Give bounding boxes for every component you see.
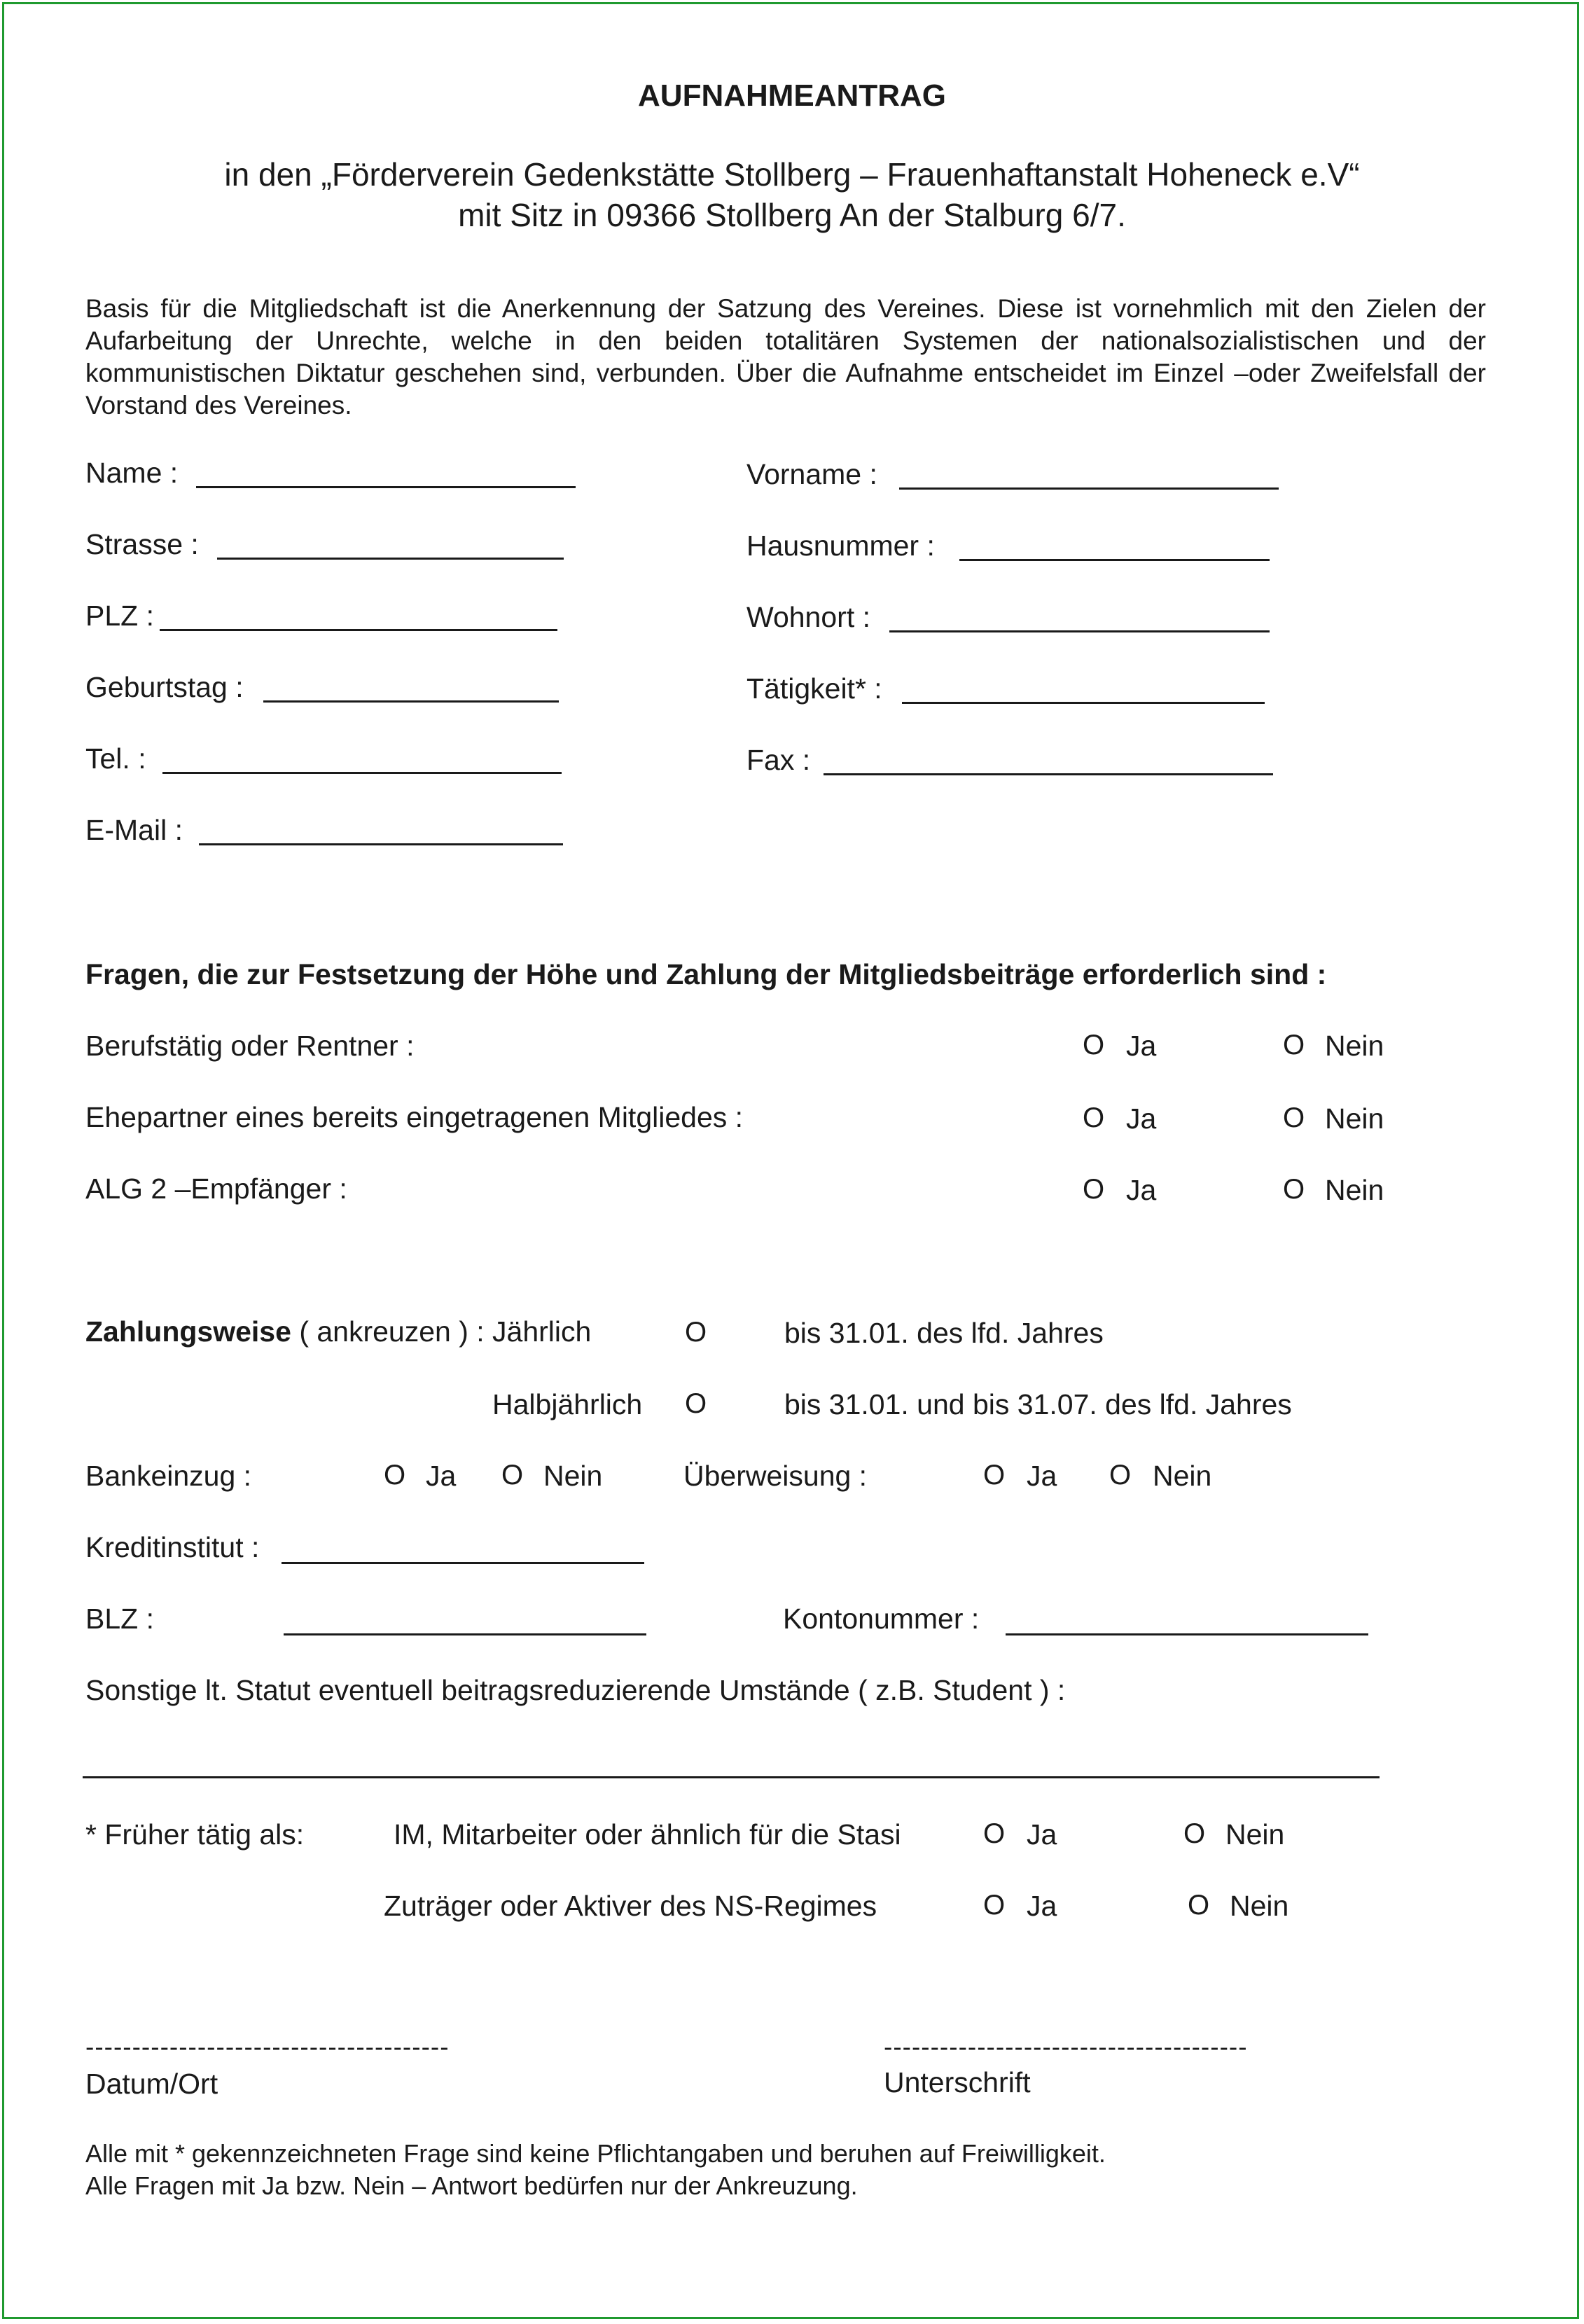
earlier-q1-ja-label: Ja: [1027, 1818, 1057, 1851]
fees-q3-ja-label: Ja: [1126, 1174, 1157, 1206]
fees-q1-nein-label: Nein: [1325, 1030, 1384, 1062]
taetigkeit-label: Tätigkeit* :: [746, 672, 882, 705]
yearly-text: bis 31.01. des lfd. Jahres: [784, 1317, 1104, 1349]
form-title: AUFNAHMEANTRAG: [638, 78, 946, 113]
blz-label: BLZ :: [85, 1603, 154, 1635]
bankeinzug-label: Bankeinzug :: [85, 1460, 252, 1492]
ueberweisung-nein-label: Nein: [1153, 1460, 1212, 1492]
sonstige-label: Sonstige lt. Statut eventuell beitragsreduzierende Umstände ( z.B. Student ) :: [85, 1674, 1066, 1706]
payment-label-rest: ( ankreuzen ) : Jährlich: [291, 1315, 592, 1348]
geburtstag-label: Geburtstag :: [85, 671, 244, 703]
fees-q3-nein-radio[interactable]: O: [1283, 1174, 1305, 1205]
name-field[interactable]: [196, 486, 576, 488]
geburtstag-field[interactable]: [263, 700, 559, 703]
subtitle-line-2: mit Sitz in 09366 Stollberg An der Stalburg 6/7.: [458, 197, 1126, 233]
fees-q3-label: ALG 2 –Empfänger :: [85, 1173, 347, 1205]
blz-field[interactable]: [284, 1633, 646, 1635]
footer-note-1: Alle mit * gekennzeichneten Frage sind keine Pflichtangaben und beruhen auf Freiwilligkeit.: [85, 2139, 1106, 2168]
earlier-q2-nein-label: Nein: [1230, 1890, 1289, 1922]
bankeinzug-ja-label: Ja: [426, 1460, 457, 1492]
kreditinstitut-field[interactable]: [282, 1562, 644, 1564]
footer-note-2: Alle Fragen mit Ja bzw. Nein – Antwort bedürfen nur der Ankreuzung.: [85, 2171, 858, 2200]
earlier-q1-label: IM, Mitarbeiter oder ähnlich für die Stasi: [394, 1818, 901, 1851]
subtitle-line-1: in den „Förderverein Gedenkstätte Stollberg – Frauenhaftanstalt Hoheneck e.V“: [224, 156, 1360, 193]
fax-field[interactable]: [824, 773, 1273, 775]
halfyear-radio[interactable]: O: [685, 1388, 707, 1419]
earlier-label: * Früher tätig als:: [85, 1818, 305, 1851]
email-field[interactable]: [199, 843, 563, 845]
earlier-q2-ja-radio[interactable]: O: [983, 1890, 1006, 1921]
hausnummer-label: Hausnummer :: [746, 530, 935, 562]
sonstige-field[interactable]: [83, 1776, 1380, 1778]
earlier-q2-label: Zuträger oder Aktiver des NS-Regimes: [384, 1890, 877, 1922]
email-label: E-Mail :: [85, 814, 183, 846]
earlier-q1-nein-label: Nein: [1225, 1818, 1285, 1851]
fees-q2-ja-label: Ja: [1126, 1102, 1157, 1135]
fees-q1-label: Berufstätig oder Rentner :: [85, 1030, 415, 1062]
earlier-q2-ja-label: Ja: [1027, 1890, 1057, 1922]
earlier-q2-nein-radio[interactable]: O: [1188, 1890, 1210, 1921]
unterschrift-label: Unterschrift: [884, 2066, 1031, 2098]
datum-line[interactable]: ---------------------------------------: [85, 2033, 450, 2061]
earlier-q1-nein-radio[interactable]: O: [1183, 1818, 1206, 1849]
tel-field[interactable]: [162, 772, 562, 774]
fees-q3-ja-radio[interactable]: O: [1083, 1174, 1105, 1205]
taetigkeit-field[interactable]: [902, 702, 1265, 704]
kreditinstitut-label: Kreditinstitut :: [85, 1531, 260, 1563]
fees-q2-nein-radio[interactable]: O: [1283, 1102, 1305, 1133]
bankeinzug-ja-radio[interactable]: O: [384, 1460, 406, 1490]
fees-heading: Fragen, die zur Festsetzung der Höhe und Zahlung der Mitgliedsbeiträge erforderlich sind :: [85, 958, 1327, 990]
unterschrift-line[interactable]: ---------------------------------------: [884, 2033, 1248, 2061]
plz-label: PLZ :: [85, 600, 154, 632]
fees-q1-ja-radio[interactable]: O: [1083, 1030, 1105, 1060]
intro-paragraph: Basis für die Mitgliedschaft ist die Anerkennung der Satzung des Vereines. Diese ist vornehmlich mit den Zielen der Aufarbeitung der Unrechte, welche in den beiden totalitären Systemen der nationalsozialistischen und der kommunistischen Diktatur geschehen sind, verbunden. Über die Aufnahme entscheidet im Einzel –oder Zweifelsfall der Vorstand des Vereines.: [85, 294, 1486, 420]
ueberweisung-nein-radio[interactable]: O: [1109, 1460, 1132, 1490]
tel-label: Tel. :: [85, 742, 146, 775]
fees-q1-ja-label: Ja: [1126, 1030, 1157, 1062]
vorname-label: Vorname :: [746, 458, 877, 490]
payment-label: [85, 1315, 591, 1348]
yearly-radio[interactable]: O: [685, 1317, 707, 1348]
halfyear-label: Halbjährlich: [492, 1388, 643, 1420]
bankeinzug-nein-radio[interactable]: O: [501, 1460, 524, 1490]
ueberweisung-ja-radio[interactable]: O: [983, 1460, 1006, 1490]
fees-q3-nein-label: Nein: [1325, 1174, 1384, 1206]
fees-q2-label: Ehepartner eines bereits eingetragenen Mitgliedes :: [85, 1101, 744, 1133]
kontonummer-field[interactable]: [1006, 1633, 1368, 1635]
fax-label: Fax :: [746, 744, 811, 776]
plz-field[interactable]: [160, 629, 557, 631]
strasse-label: Strasse :: [85, 528, 199, 560]
ueberweisung-ja-label: Ja: [1027, 1460, 1057, 1492]
kontonummer-label: Kontonummer :: [783, 1603, 980, 1635]
halfyear-text: bis 31.01. und bis 31.07. des lfd. Jahres: [784, 1388, 1292, 1420]
ueberweisung-label: Überweisung :: [683, 1460, 868, 1492]
wohnort-field[interactable]: [889, 630, 1270, 632]
fees-q1-nein-radio[interactable]: O: [1283, 1030, 1305, 1060]
vorname-field[interactable]: [899, 487, 1279, 490]
wohnort-label: Wohnort :: [746, 601, 870, 633]
earlier-q1-ja-radio[interactable]: O: [983, 1818, 1006, 1849]
datum-label: Datum/Ort: [85, 2068, 218, 2100]
fees-q2-nein-label: Nein: [1325, 1102, 1384, 1135]
bankeinzug-nein-label: Nein: [543, 1460, 603, 1492]
payment-label-bold: Zahlungsweise: [85, 1315, 291, 1348]
fees-q2-ja-radio[interactable]: O: [1083, 1102, 1105, 1133]
strasse-field[interactable]: [217, 558, 564, 560]
hausnummer-field[interactable]: [959, 559, 1270, 561]
name-label: Name :: [85, 457, 179, 489]
